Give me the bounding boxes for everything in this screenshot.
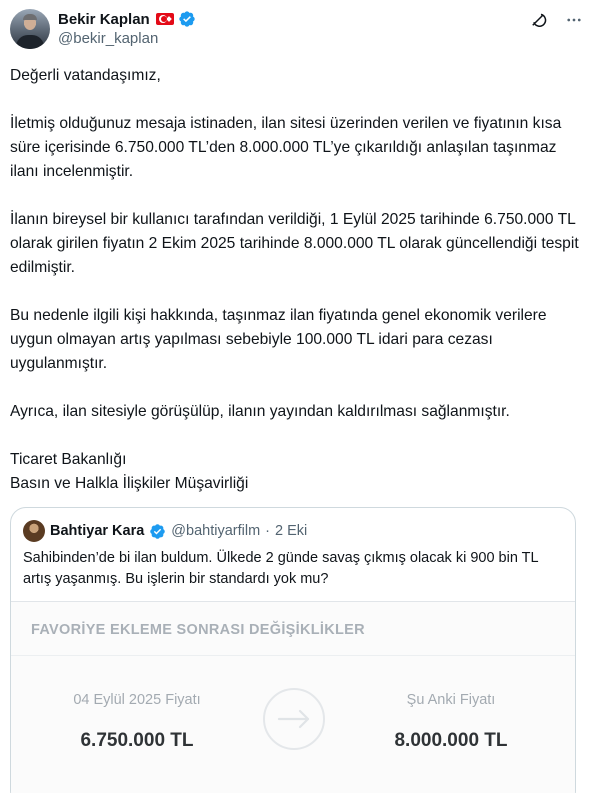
card-divider xyxy=(11,655,576,656)
tweet-paragraph: Değerli vatandaşımız, xyxy=(10,67,161,84)
quoted-tweet-text: Sahibinden’de bi ilan buldum. Ülkede 2 günde savaş çıkmış olacak ki 900 bin TL artış yaşanmış. Bu işlerin bir standardı yok mu? xyxy=(23,550,539,587)
new-price-label: Şu Anki Fiyatı xyxy=(406,692,496,708)
author-avatar[interactable] xyxy=(10,9,50,49)
quoted-tweet[interactable] xyxy=(10,507,576,793)
tweet-paragraph: İlanın bireysel bir kullanıcı tarafından verildiği, 1 Eylül 2025 tarihinde 6.750.000 TL olarak girilen fiyatın 2 Ekim 2025 tarihinde 8.000.000 TL olarak güncellendiği tespit edilmiştir. xyxy=(10,211,579,276)
quoted-separator: · xyxy=(265,523,270,539)
quoted-author-avatar xyxy=(23,520,45,542)
verified-badge-icon xyxy=(149,523,166,540)
author-name-row xyxy=(58,10,196,28)
new-price-value: 8.000.000 TL xyxy=(394,730,508,751)
tweet-header xyxy=(10,7,589,51)
header-actions xyxy=(529,11,583,29)
card-footer-cropped xyxy=(83,785,503,793)
quoted-author-name: Bahtiyar Kara xyxy=(50,523,145,539)
quoted-media-card[interactable] xyxy=(11,601,576,793)
tweet-paragraph: Bu nedenle ilgili kişi hakkında, taşınmaz ilan fiyatında genel ekonomik verilere uygun olmayan artış yapılması sebebiyle 100.000 TL idari para cezası uygulanmıştır. xyxy=(10,307,547,372)
card-title: FAVORİYE EKLEME SONRASI DEĞİŞİKLİKLER xyxy=(31,622,365,638)
arrow-right-icon xyxy=(263,688,325,750)
quoted-author-handle: @bahtiyarfilm xyxy=(171,523,261,539)
tweet-paragraph: Ayrıca, ilan sitesiyle görüşülüp, ilanın yayından kaldırılması sağlanmıştır. xyxy=(10,403,510,420)
verified-badge-icon[interactable] xyxy=(178,10,196,28)
turkey-flag-icon xyxy=(156,13,174,25)
tweet-text xyxy=(10,64,585,496)
tweet-paragraph: İletmiş olduğunuz mesaja istinaden, ilan sitesi üzerinden verilen ve fiyatının kısa süre içerisinde 6.750.000 TL’den 8.000.000 TL’ye çıkarıldığı anlaşılan taşınmaz ilanı incelenmiştir. xyxy=(10,115,562,180)
author-display-name[interactable]: Bekir Kaplan xyxy=(58,10,150,28)
old-price-value: 6.750.000 TL xyxy=(80,730,194,751)
more-icon[interactable] xyxy=(565,11,583,29)
old-price-label: 04 Eylül 2025 Fiyatı xyxy=(73,692,201,708)
grok-icon[interactable] xyxy=(529,11,547,29)
quoted-tweet-header xyxy=(23,520,307,542)
quoted-date: 2 Eki xyxy=(275,523,308,539)
author-handle[interactable]: @bekir_kaplan xyxy=(58,30,159,47)
tweet-signature: Ticaret Bakanlığı Basın ve Halkla İlişkiler Müşavirliği xyxy=(10,451,249,492)
